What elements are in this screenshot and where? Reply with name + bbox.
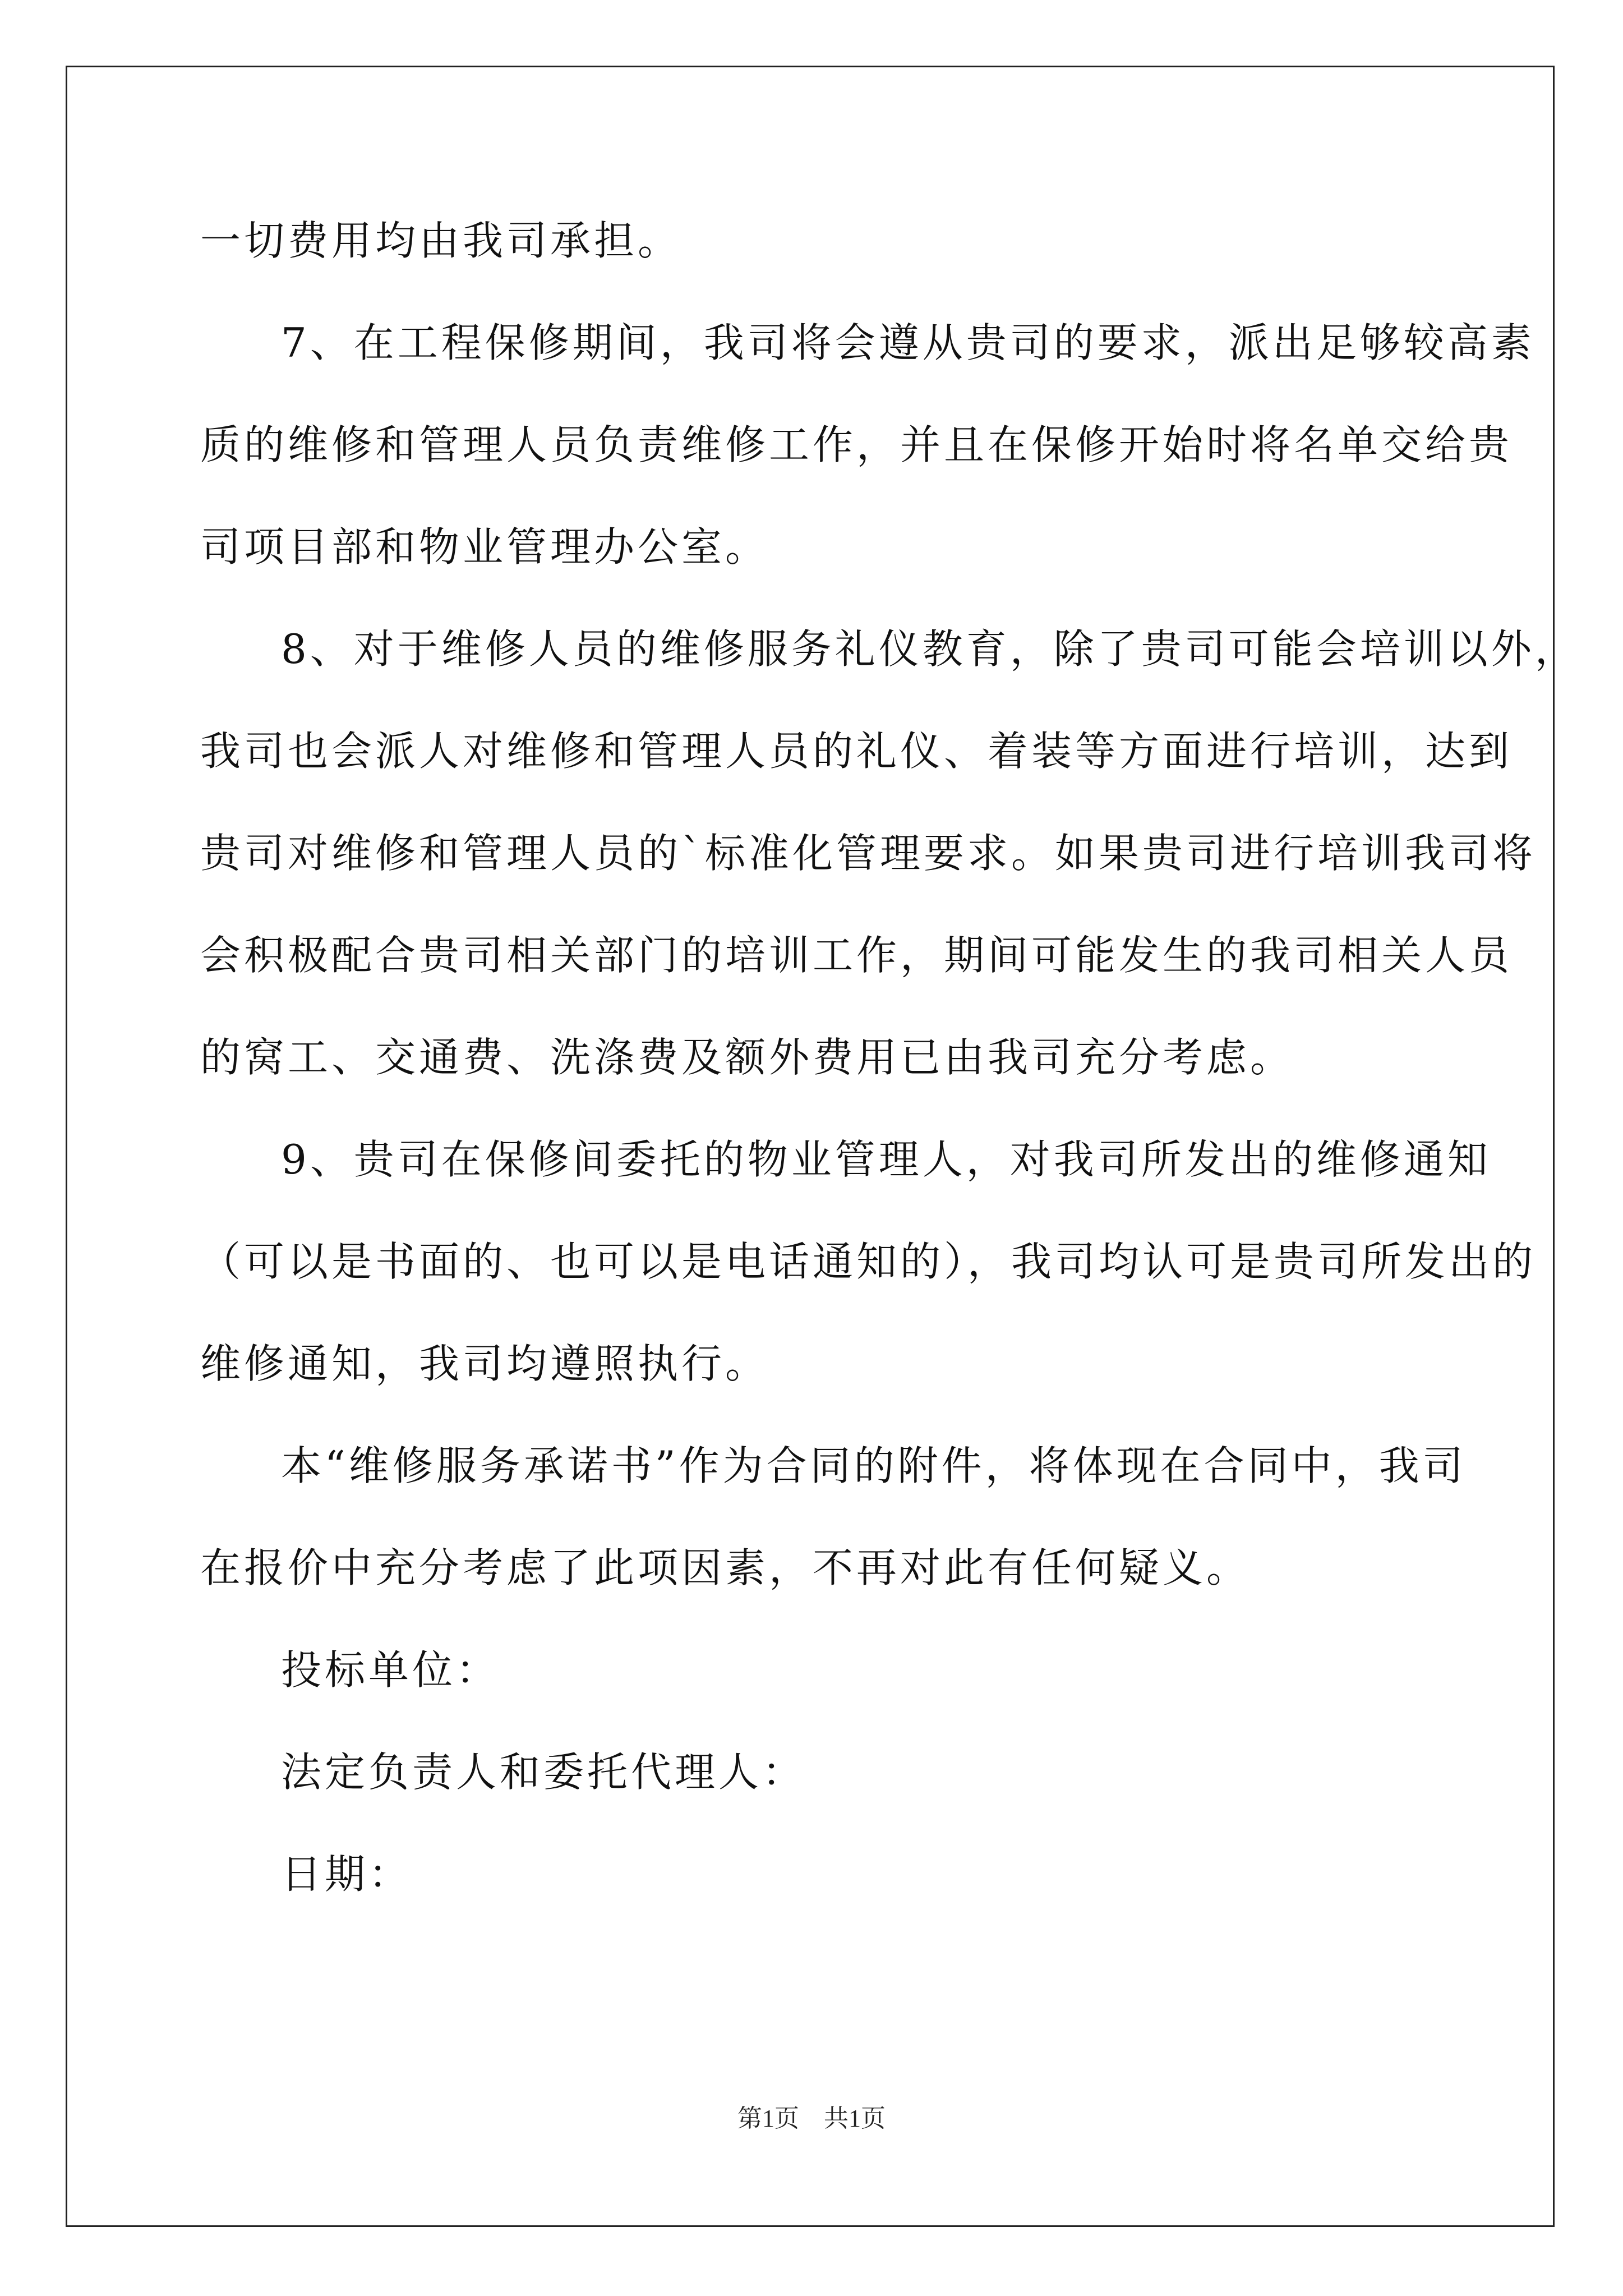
text-line: 在报价中充分考虑了此项因素，不再对此有任何疑义。 — [200, 1544, 1251, 1591]
text-line: 9、贵司在保修间委托的物业管理人，对我司所发出的维修通知 — [281, 1136, 1491, 1183]
text-line: 质的维修和管理人员负责维修工作，并且在保修开始时将名单交给贵 — [200, 421, 1513, 468]
text-line: 我司也会派人对维修和管理人员的礼仪、着装等方面进行培训，达到 — [200, 728, 1513, 775]
text-line: 司项目部和物业管理办公室。 — [200, 523, 769, 570]
text-line: 的窝工、交通费、洗涤费及额外费用已由我司充分考虑。 — [200, 1034, 1294, 1081]
text-line: 日期： — [281, 1851, 413, 1898]
text-line: 维修通知，我司均遵照执行。 — [200, 1340, 769, 1387]
text-line: 投标单位： — [281, 1646, 500, 1694]
text-line: 一切费用均由我司承担。 — [200, 217, 682, 264]
text-line: 7、在工程保修期间，我司将会遵从贵司的要求，派出足够较高素 — [281, 319, 1535, 366]
page-number-footer: 第1页 共1页 — [737, 2105, 886, 2132]
text-line: 贵司对维修和管理人员的`标准化管理要求。如果贵司进行培训我司将 — [200, 830, 1537, 877]
text-line: 8、对于维修人员的维修服务礼仪教育，除了贵司可能会培训以外， — [281, 625, 1579, 673]
text-line: （可以是书面的、也可以是电话通知的），我司均认可是贵司所发出的 — [200, 1238, 1537, 1285]
text-line: 会积极配合贵司相关部门的培训工作，期间可能发生的我司相关人员 — [200, 932, 1513, 979]
text-line: 本“维修服务承诺书”作为合同的附件，将体现在合同中，我司 — [281, 1442, 1467, 1489]
text-line: 法定负责人和委托代理人： — [281, 1749, 806, 1796]
